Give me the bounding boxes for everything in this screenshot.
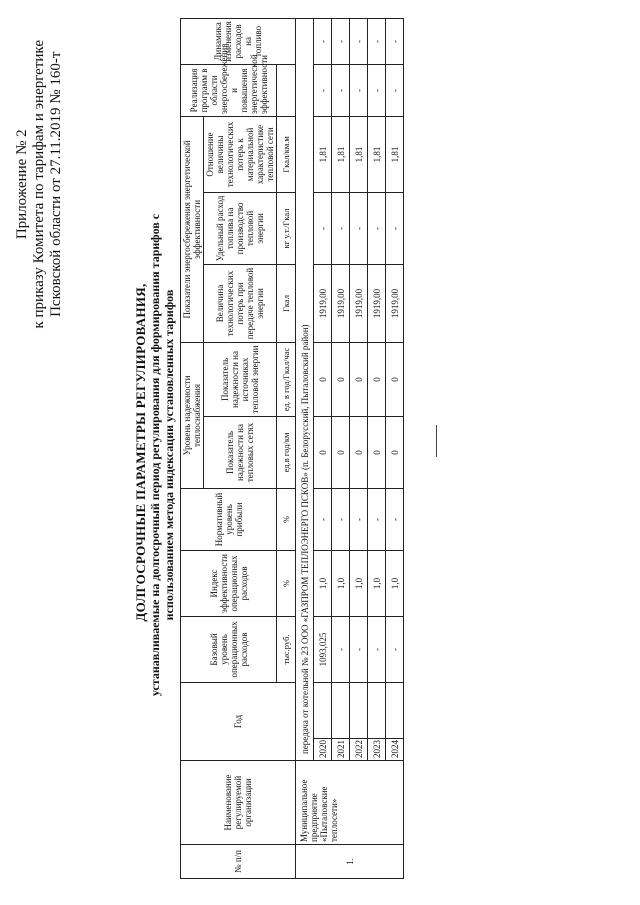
cell-losses: 1919,00 [350, 264, 368, 342]
col-header-losses: Величина технологических потерь при передаче тепловой энергии [204, 264, 277, 342]
header-row-top [181, 18, 204, 878]
cell-year: 2020 [314, 739, 332, 761]
cell-rel-src: 0 [368, 342, 386, 416]
cell-fuel: - [314, 192, 332, 264]
unit-losses: Гкал [277, 264, 296, 342]
cell-base: - [386, 616, 404, 682]
col-header-rel-net: Показатель надежности на тепловых сетях [204, 416, 277, 488]
col-header-reliability-group: Уровень надежности теплоснабжения [181, 342, 204, 488]
cell-program: - [350, 64, 368, 116]
table-row [350, 18, 368, 878]
cell-spacer [332, 682, 350, 738]
unit-rel-src: ед. в год/Гкал/час [277, 342, 296, 416]
col-header-base: Базовый уровень операционных расходов [181, 616, 277, 682]
cell-program: - [332, 64, 350, 116]
cell-spacer [350, 682, 368, 738]
unit-index: % [277, 550, 296, 616]
cell-ratio: 1,81 [314, 116, 332, 192]
appendix-title: Приложение № 2 [14, 129, 30, 240]
cell-rel-src: 0 [386, 342, 404, 416]
cell-program: - [386, 64, 404, 116]
cell-index: 1,0 [350, 550, 368, 616]
cell-ratio: 1,81 [350, 116, 368, 192]
unit-profit: % [277, 488, 296, 550]
unit-ratio: Гкал/км.м [277, 116, 296, 192]
cell-base: - [350, 616, 368, 682]
col-header-year: Год [181, 682, 296, 760]
unit-fuel: кг у.т./Гкал [277, 192, 296, 264]
cell-fuel: - [332, 192, 350, 264]
cell-fuel: - [350, 192, 368, 264]
cell-ratio: 1,81 [368, 116, 386, 192]
parameters-table [180, 18, 404, 879]
cell-rel-net: 0 [386, 416, 404, 488]
cell-rel-net: 0 [350, 416, 368, 488]
cell-ratio: 1,81 [332, 116, 350, 192]
cell-dynamics: - [386, 18, 404, 64]
col-header-rel-src: Показатель надежности на источниках тепловой энергии [204, 342, 277, 416]
cell-losses: 1919,00 [386, 264, 404, 342]
table-row [368, 18, 386, 878]
cell-base: 1093,025 [314, 616, 332, 682]
col-header-profit: Нормативный уровень прибыли [181, 488, 277, 550]
col-header-dynamics: Динамика изменения расходов на топливо [181, 18, 296, 64]
cell-index: 1,0 [332, 550, 350, 616]
cell-losses: 1919,00 [314, 264, 332, 342]
appendix-order-line: к приказу Комитета по тарифам и энергетике [31, 40, 47, 329]
cell-base: - [368, 616, 386, 682]
cell-profit: - [368, 488, 386, 550]
col-header-index: Индекс эффективности операционных расходов [181, 550, 277, 616]
cell-index: 1,0 [368, 550, 386, 616]
cell-year: 2021 [332, 739, 350, 761]
cell-dynamics: - [314, 18, 332, 64]
cell-dynamics: - [350, 18, 368, 64]
cell-profit: - [350, 488, 368, 550]
cell-spacer [368, 682, 386, 738]
unit-rel-net: ед.в год/км [277, 416, 296, 488]
table-row [332, 18, 350, 878]
appendix-header [14, 40, 65, 329]
cell-dynamics: - [368, 18, 386, 64]
cell-fuel: - [386, 192, 404, 264]
cell-program: - [314, 64, 332, 116]
unit-base: тыс.руб. [277, 616, 296, 682]
cell-spacer [314, 682, 332, 738]
unit-program [277, 64, 296, 116]
cell-losses: 1919,00 [332, 264, 350, 342]
col-header-program: Реализация программ в области энергосбережения и повышения энергетической эффективности [181, 64, 277, 116]
cell-spacer [386, 682, 404, 738]
col-header-fuel: Удельный расход топлива на производство тепловой энергии [204, 192, 277, 264]
table-row [314, 18, 332, 878]
table-row [386, 18, 404, 878]
cell-year: 2022 [350, 739, 368, 761]
cell-fuel: - [368, 192, 386, 264]
cell-index: 1,0 [314, 550, 332, 616]
row-number: 1. [296, 845, 404, 879]
cell-year: 2024 [386, 739, 404, 761]
cell-profit: - [314, 488, 332, 550]
cell-rel-net: 0 [368, 416, 386, 488]
organization-name: Муниципальное предприятие «Пыталовские теплосети» [296, 761, 404, 845]
col-header-energy-group: Показатели энергосбережения энергетической эффективности [181, 116, 204, 342]
cell-base: - [332, 616, 350, 682]
cell-year: 2023 [368, 739, 386, 761]
cell-rel-src: 0 [350, 342, 368, 416]
cell-rel-src: 0 [332, 342, 350, 416]
col-header-ratio: Отношение величины технологических потерь к материальной характеристике тепловой сети [204, 116, 277, 192]
cell-profit: - [332, 488, 350, 550]
col-header-num: № п/п [181, 845, 296, 879]
cell-program: - [368, 64, 386, 116]
section-row [296, 18, 314, 878]
page-divider-mark [436, 425, 437, 457]
cell-rel-net: 0 [332, 416, 350, 488]
section-label: передача от котельной № 23 ООО «ГАЗПРОМ ТЕПЛОЭНЕРГО ПСКОВ» (п. Белорусский, Пыталовский район) [296, 18, 314, 760]
cell-rel-src: 0 [314, 342, 332, 416]
document-title: ДОЛГОСРОЧНЫЕ ПАРАМЕТРЫ РЕГУЛИРОВАНИЯ, [133, 283, 148, 622]
cell-ratio: 1,81 [386, 116, 404, 192]
col-header-org: Наименование регулируемой организации [181, 761, 296, 845]
cell-losses: 1919,00 [368, 264, 386, 342]
appendix-date-line: Псковской области от 27.11.2019 № 160-т [48, 51, 64, 317]
cell-index: 1,0 [386, 550, 404, 616]
cell-rel-net: 0 [314, 416, 332, 488]
document-subtitle: устанавливаемые на долгосрочный период регулирования для формирования тарифов с использованием метода индексации установленных тарифов [148, 213, 176, 697]
cell-profit: - [386, 488, 404, 550]
cell-dynamics: - [332, 18, 350, 64]
